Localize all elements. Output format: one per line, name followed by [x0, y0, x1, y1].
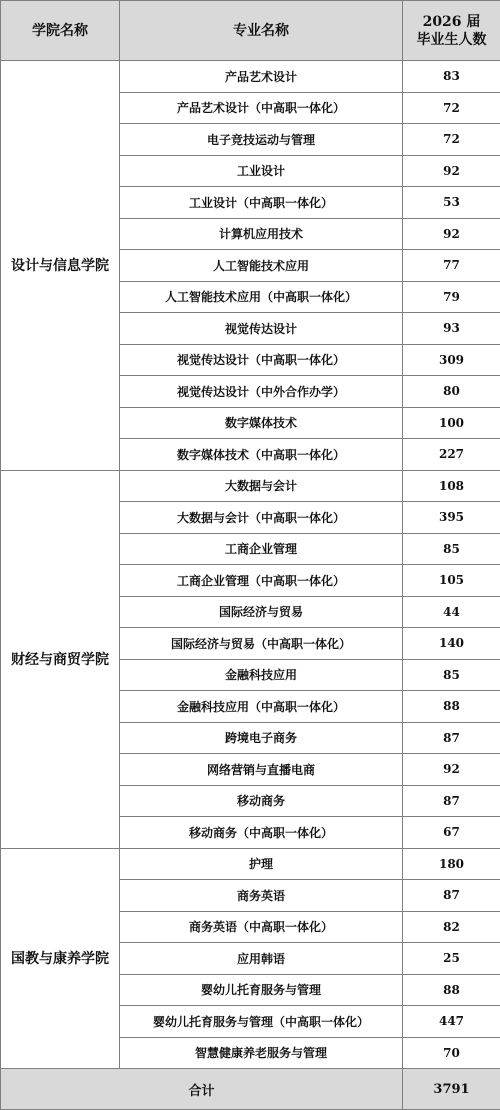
graduate-count-cell: 53 — [403, 187, 500, 219]
graduate-count-cell: 67 — [403, 817, 500, 849]
graduate-count-cell: 44 — [403, 596, 500, 628]
major-name-cell: 视觉传达设计（中高职一体化） — [120, 344, 403, 376]
major-name-cell: 视觉传达设计 — [120, 313, 403, 345]
major-name-cell: 婴幼儿托育服务与管理 — [120, 974, 403, 1006]
graduate-count-cell: 88 — [403, 691, 500, 723]
major-name-cell: 跨境电子商务 — [120, 722, 403, 754]
graduate-count-cell: 395 — [403, 502, 500, 534]
major-name-cell: 大数据与会计 — [120, 470, 403, 502]
major-name-cell: 工业设计（中高职一体化） — [120, 187, 403, 219]
major-name-cell: 金融科技应用 — [120, 659, 403, 691]
major-name-cell: 护理 — [120, 848, 403, 880]
graduate-count-cell: 180 — [403, 848, 500, 880]
college-name-cell: 财经与商贸学院 — [1, 470, 120, 848]
header-college: 学院名称 — [1, 1, 120, 61]
table-row — [1, 848, 500, 880]
graduate-count-cell: 80 — [403, 376, 500, 408]
major-name-cell: 国际经济与贸易（中高职一体化） — [120, 628, 403, 660]
graduate-count-cell: 88 — [403, 974, 500, 1006]
major-name-cell: 工商企业管理 — [120, 533, 403, 565]
graduate-count-cell: 85 — [403, 533, 500, 565]
major-name-cell: 金融科技应用（中高职一体化） — [120, 691, 403, 723]
graduate-count-cell: 79 — [403, 281, 500, 313]
graduate-count-cell: 72 — [403, 92, 500, 124]
major-name-cell: 计算机应用技术 — [120, 218, 403, 250]
graduate-count-cell: 105 — [403, 565, 500, 597]
total-count: 3791 — [403, 1069, 500, 1110]
graduate-count-cell: 100 — [403, 407, 500, 439]
header-count-line1: 2026 届 — [403, 13, 500, 31]
major-name-cell: 应用韩语 — [120, 943, 403, 975]
graduate-count-cell: 309 — [403, 344, 500, 376]
graduate-count-cell: 87 — [403, 722, 500, 754]
graduate-count-cell: 92 — [403, 754, 500, 786]
total-row — [1, 1069, 500, 1110]
graduate-count-cell: 92 — [403, 155, 500, 187]
graduate-count-cell: 85 — [403, 659, 500, 691]
header-major: 专业名称 — [120, 1, 403, 61]
graduate-count-cell: 140 — [403, 628, 500, 660]
graduate-count-cell: 77 — [403, 250, 500, 282]
college-name-cell: 国教与康养学院 — [1, 848, 120, 1069]
major-name-cell: 商务英语（中高职一体化） — [120, 911, 403, 943]
major-name-cell: 网络营销与直播电商 — [120, 754, 403, 786]
graduate-count-cell: 83 — [403, 61, 500, 93]
major-name-cell: 视觉传达设计（中外合作办学） — [120, 376, 403, 408]
graduate-count-cell: 227 — [403, 439, 500, 471]
graduate-count-cell: 93 — [403, 313, 500, 345]
major-name-cell: 智慧健康养老服务与管理 — [120, 1037, 403, 1069]
major-name-cell: 人工智能技术应用 — [120, 250, 403, 282]
table-row — [1, 470, 500, 502]
major-name-cell: 国际经济与贸易 — [120, 596, 403, 628]
major-name-cell: 移动商务 — [120, 785, 403, 817]
graduate-count-cell: 92 — [403, 218, 500, 250]
major-name-cell: 数字媒体技术（中高职一体化） — [120, 439, 403, 471]
graduate-count-cell: 70 — [403, 1037, 500, 1069]
major-name-cell: 工商企业管理（中高职一体化） — [120, 565, 403, 597]
major-name-cell: 产品艺术设计 — [120, 61, 403, 93]
header-count-line2: 毕业生人数 — [403, 31, 500, 49]
header-graduate-count — [403, 1, 500, 61]
major-name-cell: 电子竞技运动与管理 — [120, 124, 403, 156]
major-name-cell: 大数据与会计（中高职一体化） — [120, 502, 403, 534]
graduate-count-cell: 447 — [403, 1006, 500, 1038]
major-name-cell: 人工智能技术应用（中高职一体化） — [120, 281, 403, 313]
major-name-cell: 商务英语 — [120, 880, 403, 912]
graduate-count-cell: 25 — [403, 943, 500, 975]
graduate-count-cell: 72 — [403, 124, 500, 156]
table-header-row — [1, 1, 500, 61]
graduate-count-cell: 108 — [403, 470, 500, 502]
table-row — [1, 61, 500, 93]
major-name-cell: 产品艺术设计（中高职一体化） — [120, 92, 403, 124]
college-name-cell: 设计与信息学院 — [1, 61, 120, 471]
major-name-cell: 移动商务（中高职一体化） — [120, 817, 403, 849]
total-label: 合计 — [1, 1069, 403, 1110]
graduate-count-cell: 82 — [403, 911, 500, 943]
major-name-cell: 数字媒体技术 — [120, 407, 403, 439]
table-body — [1, 61, 500, 1069]
graduate-count-cell: 87 — [403, 880, 500, 912]
graduate-count-cell: 87 — [403, 785, 500, 817]
major-name-cell: 婴幼儿托育服务与管理（中高职一体化） — [120, 1006, 403, 1038]
major-name-cell: 工业设计 — [120, 155, 403, 187]
